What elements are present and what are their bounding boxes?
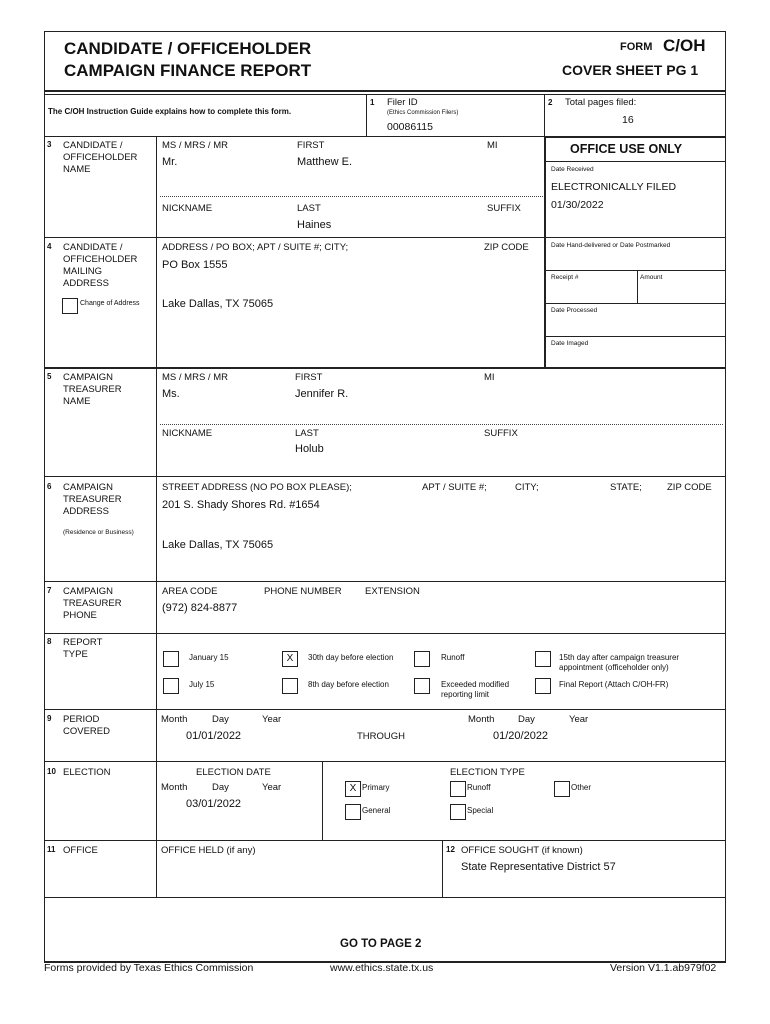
month-label: Month [161,714,188,725]
section6-sublabel: (Residence or Business) [63,529,134,536]
report-type-label: January 15 [189,653,229,662]
total-pages-label: Total pages filed: [565,97,637,108]
election-type-option-label: General [362,806,391,815]
election-type-general-checkbox[interactable] [345,804,361,820]
receipt-label: Receipt # [551,274,579,281]
last-name-label: LAST [295,428,319,439]
treasurer-salutation-value[interactable]: Ms. [162,388,180,400]
report-type-label: Final Report (Attach C/OH-FR) [559,680,669,689]
report-type-july-15-checkbox[interactable] [163,678,179,694]
section-number: 12 [446,845,455,854]
election-type-special-checkbox[interactable] [450,804,466,820]
section-number: 8 [47,637,52,646]
nickname-label: NICKNAME [162,428,213,439]
period-from-value[interactable]: 01/01/2022 [186,730,242,742]
section-number: 3 [47,140,52,149]
month-label: Month [468,714,495,725]
report-type-30th-day-checkbox[interactable]: X [282,651,298,667]
section4-label: CANDIDATE / [63,242,123,253]
mailing-address-line1[interactable]: PO Box 1555 [162,259,228,271]
frame-left-border [44,31,45,961]
day-label: Day [212,782,229,793]
hand-delivered-label: Date Hand-delivered or Date Postmarked [551,242,671,249]
nickname-label: NICKNAME [162,203,213,214]
form-prefix: FORM [620,41,653,53]
change-of-address-checkbox[interactable] [62,298,78,314]
year-label: Year [262,782,282,793]
office-use-left-border [544,136,546,368]
through-label: THROUGH [357,731,406,742]
section3-label: NAME [63,164,91,175]
divider [546,336,726,337]
extension-label: EXTENSION [365,586,420,597]
filing-date: 01/30/2022 [551,199,604,211]
divider [442,840,443,898]
section-number: 7 [47,586,52,595]
period-to-value[interactable]: 01/20/2022 [493,730,549,742]
report-type-exceeded-limit-checkbox[interactable] [414,678,430,694]
report-type-label: Exceeded modified [441,680,510,689]
section9-label: PERIOD [63,714,100,725]
row-divider [44,761,726,762]
treasurer-address-line1[interactable]: 201 S. Shady Shores Rd. #1654 [162,499,320,511]
report-type-label: 15th day after campaign treasurer [559,653,680,662]
first-name-label: FIRST [295,372,323,383]
mi-label: MI [487,140,498,151]
election-date-label: ELECTION DATE [196,767,271,778]
date-received-label: Date Received [551,166,594,173]
last-name-label: LAST [297,203,321,214]
zip-code-label: ZIP CODE [667,482,712,493]
treasurer-phone-value[interactable]: (972) 824-8877 [162,602,238,614]
report-type-8th-day-checkbox[interactable] [282,678,298,694]
section7-label: CAMPAIGN [63,586,113,597]
election-type-option-label: Primary [362,783,390,792]
report-type-january-15-checkbox[interactable] [163,651,179,667]
mailing-address-line2[interactable]: Lake Dallas, TX 75065 [162,298,274,310]
report-type-label: reporting limit [441,690,490,699]
section-number: 5 [47,372,52,381]
area-code-label: AREA CODE [162,586,218,597]
election-type-option-label: Other [571,783,592,792]
footer-provider: Forms provided by Texas Ethics Commission [44,962,254,974]
section6-label: TREASURER [63,494,122,505]
divider [546,303,726,304]
report-type-runoff-checkbox[interactable] [414,651,430,667]
election-type-runoff-checkbox[interactable] [450,781,466,797]
date-processed-label: Date Processed [551,307,598,314]
section3-label: OFFICEHOLDER [63,152,138,163]
zip-code-label: ZIP CODE [484,242,529,253]
report-type-label: appointment (officeholder only) [559,663,669,672]
candidate-last-name-value[interactable]: Haines [297,219,332,231]
report-type-label: Runoff [441,653,465,662]
election-type-other-checkbox[interactable] [554,781,570,797]
filer-id-num: 1 [370,98,375,107]
form-title-line1: CANDIDATE / OFFICEHOLDER [64,39,312,58]
report-type-label: July 15 [189,680,215,689]
section-number: 4 [47,242,52,251]
report-type-15th-day-checkbox[interactable] [535,651,551,667]
report-type-label: 8th day before election [308,680,389,689]
filer-id-value[interactable]: 00086115 [387,121,433,133]
footer-version: Version V1.1.ab979f02 [610,962,717,974]
filer-id-label: Filer ID [387,97,418,108]
date-imaged-label: Date Imaged [551,340,589,347]
office-held-label: OFFICE HELD (if any) [161,845,256,856]
election-type-primary-checkbox[interactable]: X [345,781,361,797]
state-label: STATE; [610,482,642,493]
election-type-option-label: Runoff [467,783,491,792]
treasurer-first-name-value[interactable]: Jennifer R. [295,388,349,400]
salutation-label: MS / MRS / MR [162,140,228,151]
row-divider [44,840,726,841]
divider [637,270,638,303]
total-pages-value[interactable]: 16 [622,114,634,126]
section6-label: ADDRESS [63,506,109,517]
label-column-divider [156,136,157,898]
section5-label: TREASURER [63,384,122,395]
section7-label: PHONE [63,610,97,621]
footer-website: www.ethics.state.tx.us [330,962,434,974]
mailing-address-label: ADDRESS / PO BOX; APT / SUITE #; CITY; [162,242,349,253]
row-divider [44,367,726,369]
section4-label: ADDRESS [63,278,109,289]
office-use-title: OFFICE USE ONLY [570,142,683,156]
header-divider [44,90,726,92]
header-divider-2 [44,94,726,95]
treasurer-last-name-value[interactable]: Holub [295,443,324,455]
form-title-line2: CAMPAIGN FINANCE REPORT [64,61,312,80]
month-label: Month [161,782,188,793]
office-sought-label: OFFICE SOUGHT (if known) [461,845,583,856]
section8-label: REPORT [63,637,103,648]
total-pages-num: 2 [548,98,553,107]
section-number: 6 [47,482,52,491]
section6-label: CAMPAIGN [63,482,113,493]
row-divider [44,581,726,582]
section11-label: OFFICE [63,845,98,856]
suffix-label: SUFFIX [487,203,521,214]
section4-label: MAILING [63,266,103,277]
first-name-label: FIRST [297,140,325,151]
suffix-label: SUFFIX [484,428,518,439]
change-of-address-label: Change of Address [80,300,140,307]
office-sought-value[interactable]: State Representative District 57 [461,861,616,873]
mi-label: MI [484,372,495,383]
section-number: 10 [47,767,56,776]
day-label: Day [212,714,229,725]
section-number: 9 [47,714,52,723]
section5-label: NAME [63,396,91,407]
year-label: Year [262,714,282,725]
dotted-divider [160,196,543,197]
salutation-label: MS / MRS / MR [162,372,228,383]
election-type-option-label: Special [467,806,494,815]
divider [366,94,367,136]
section9-label: COVERED [63,726,110,737]
go-to-page-2: GO TO PAGE 2 [340,938,422,950]
instructions-note: The C/OH Instruction Guide explains how to complete this form. [48,107,292,116]
frame-right-border [725,31,726,961]
frame-top-border [44,31,726,32]
divider [544,94,545,136]
row-divider [44,237,544,238]
row-divider [44,709,726,710]
divider [546,270,726,271]
phone-number-label: PHONE NUMBER [264,586,342,597]
city-label: CITY; [515,482,539,493]
section-number: 11 [47,845,56,854]
cover-sheet-label: COVER SHEET PG 1 [562,62,699,78]
divider [322,761,323,840]
candidate-salutation-value[interactable]: Mr. [162,156,178,168]
row-divider [44,633,726,634]
street-address-label: STREET ADDRESS (NO PO BOX PLEASE); [162,482,352,493]
section10-label: ELECTION [63,767,111,778]
election-type-label: ELECTION TYPE [450,767,525,778]
amount-label: Amount [640,274,663,281]
dotted-divider [160,424,723,425]
section8-label: TYPE [63,649,88,660]
apt-suite-label: APT / SUITE #; [422,482,487,493]
day-label: Day [518,714,535,725]
divider [546,237,726,238]
filer-id-sublabel: (Ethics Commission Filers) [387,110,459,116]
filing-status: ELECTRONICALLY FILED [551,181,677,193]
section7-label: TREASURER [63,598,122,609]
report-type-final-report-checkbox[interactable] [535,678,551,694]
office-use-top-border [544,136,726,138]
report-type-label: 30th day before election [308,653,394,662]
divider [546,161,726,162]
section3-label: CANDIDATE / [63,140,123,151]
section5-label: CAMPAIGN [63,372,113,383]
year-label: Year [569,714,589,725]
row-divider [44,897,726,898]
form-code: C/OH [663,36,706,55]
row-divider [44,476,726,477]
section4-label: OFFICEHOLDER [63,254,138,265]
election-date-value[interactable]: 03/01/2022 [186,798,242,810]
treasurer-address-line2[interactable]: Lake Dallas, TX 75065 [162,539,274,551]
candidate-first-name-value[interactable]: Matthew E. [297,156,353,168]
